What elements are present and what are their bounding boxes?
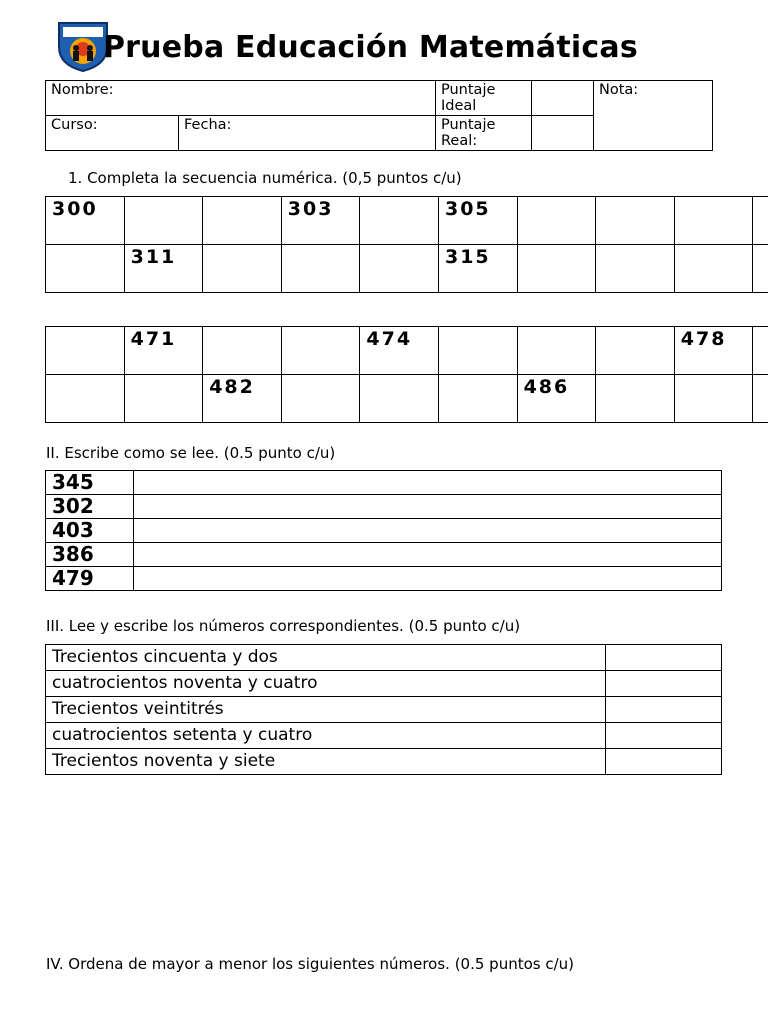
sequence-blank[interactable] — [281, 375, 360, 423]
sequence-blank[interactable] — [46, 245, 125, 293]
puntaje-ideal-label: Puntaje Ideal — [436, 81, 532, 116]
question-4-prompt: IV. Ordena de mayor a menor los siguientes números. (0.5 puntos c/u) — [46, 955, 575, 973]
sequence-blank[interactable] — [438, 327, 517, 375]
answer-field[interactable] — [606, 723, 722, 749]
table-row — [46, 749, 722, 775]
sequence-blank[interactable] — [674, 245, 753, 293]
number-words-cell: Trecientos veintitrés — [46, 697, 606, 723]
question-3-prompt: III. Lee y escribe los números correspondientes. (0.5 punto c/u) — [46, 617, 521, 635]
sequence-blank[interactable] — [203, 245, 282, 293]
answer-field[interactable] — [606, 645, 722, 671]
answer-field[interactable] — [606, 749, 722, 775]
sequence-blank[interactable] — [596, 245, 675, 293]
number-words-cell: Trecientos cincuenta y dos — [46, 645, 606, 671]
sequence-grid-1 — [45, 196, 768, 293]
sequence-blank[interactable] — [753, 375, 768, 423]
sequence-blank[interactable] — [360, 197, 439, 245]
sequence-blank[interactable] — [517, 327, 596, 375]
number-words-cell: Trecientos noventa y siete — [46, 749, 606, 775]
number-cell: 345 — [46, 471, 134, 495]
answer-field[interactable] — [134, 495, 722, 519]
sequence-row — [46, 245, 768, 293]
number-words-cell: cuatrocientos setenta y cuatro — [46, 723, 606, 749]
question-1-prompt: 1. Completa la secuencia numérica. (0,5 puntos c/u) — [68, 169, 462, 187]
sequence-row — [46, 327, 768, 375]
table-row — [46, 723, 722, 749]
nombre-field[interactable] — [46, 81, 436, 116]
table-row — [46, 471, 722, 495]
sequence-blank[interactable] — [596, 327, 675, 375]
sequence-blank[interactable] — [360, 375, 439, 423]
sequence-number: 474 — [360, 327, 439, 375]
puntaje-real-label: Puntaje Real: — [436, 116, 532, 151]
answer-field[interactable] — [606, 697, 722, 723]
curso-field[interactable] — [46, 116, 179, 151]
sequence-row — [46, 197, 768, 245]
sequence-grid-2 — [45, 326, 768, 423]
sequence-number: 471 — [124, 327, 203, 375]
sequence-blank[interactable] — [753, 197, 768, 245]
number-words-cell: cuatrocientos noventa y cuatro — [46, 671, 606, 697]
sequence-blank[interactable] — [517, 245, 596, 293]
sequence-blank[interactable] — [360, 245, 439, 293]
number-cell: 302 — [46, 495, 134, 519]
puntaje-ideal-field[interactable] — [532, 81, 594, 116]
sequence-number: 305 — [438, 197, 517, 245]
sequence-blank[interactable] — [124, 197, 203, 245]
sequence-number: 486 — [517, 375, 596, 423]
answer-field[interactable] — [134, 543, 722, 567]
nota-label: Nota: — [599, 82, 639, 98]
nombre-label: Nombre: — [51, 82, 114, 98]
number-cell: 386 — [46, 543, 134, 567]
student-info-table — [45, 80, 713, 151]
sequence-blank[interactable] — [281, 327, 360, 375]
sequence-number: 478 — [674, 327, 753, 375]
table-row — [46, 671, 722, 697]
sequence-blank[interactable] — [674, 197, 753, 245]
answer-field[interactable] — [134, 471, 722, 495]
sequence-blank[interactable] — [203, 327, 282, 375]
curso-label: Curso: — [51, 117, 98, 133]
sequence-number: 300 — [46, 197, 125, 245]
answer-field[interactable] — [134, 567, 722, 591]
read-write-numbers-table — [45, 644, 722, 775]
sequence-blank[interactable] — [753, 245, 768, 293]
sequence-number: 315 — [438, 245, 517, 293]
table-row — [46, 519, 722, 543]
puntaje-real-field[interactable] — [532, 116, 594, 151]
table-row — [46, 495, 722, 519]
number-cell: 403 — [46, 519, 134, 543]
nota-field[interactable] — [594, 81, 713, 151]
answer-field[interactable] — [134, 519, 722, 543]
sequence-number: 303 — [281, 197, 360, 245]
table-row — [46, 645, 722, 671]
number-cell: 479 — [46, 567, 134, 591]
sequence-blank[interactable] — [438, 375, 517, 423]
sequence-number: 311 — [124, 245, 203, 293]
sequence-blank[interactable] — [596, 197, 675, 245]
sequence-blank[interactable] — [46, 375, 125, 423]
table-row — [46, 543, 722, 567]
sequence-blank[interactable] — [46, 327, 125, 375]
fecha-label: Fecha: — [184, 117, 232, 133]
table-row — [46, 697, 722, 723]
sequence-number: 482 — [203, 375, 282, 423]
table-row — [46, 567, 722, 591]
write-how-read-table — [45, 470, 722, 591]
sequence-blank[interactable] — [281, 245, 360, 293]
sequence-row — [46, 375, 768, 423]
sequence-blank[interactable] — [517, 197, 596, 245]
sequence-blank[interactable] — [753, 327, 768, 375]
sequence-blank[interactable] — [674, 375, 753, 423]
sequence-blank[interactable] — [596, 375, 675, 423]
question-2-prompt: II. Escribe como se lee. (0.5 punto c/u) — [46, 444, 336, 462]
sequence-blank[interactable] — [203, 197, 282, 245]
page-title: Prueba Educación Matemáticas — [103, 30, 638, 65]
sequence-blank[interactable] — [124, 375, 203, 423]
answer-field[interactable] — [606, 671, 722, 697]
fecha-field[interactable] — [179, 116, 436, 151]
